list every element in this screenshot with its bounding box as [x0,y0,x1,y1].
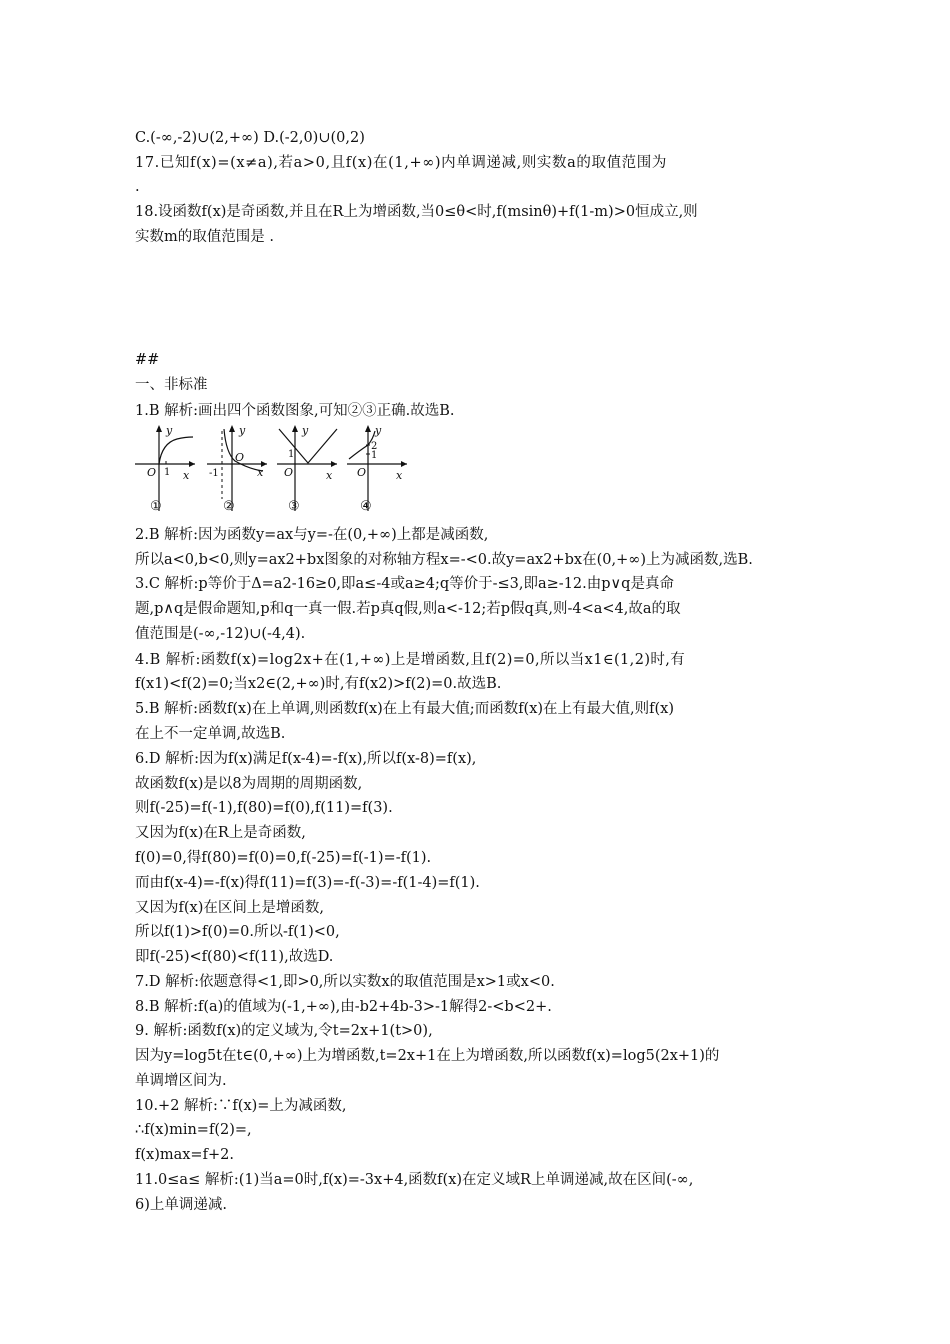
answer-6-line5: f(0)=0,得f(80)=f(0)=0,f(-25)=f(-1)=-f(1). [135,850,432,866]
answer-3: 3.C 解析:p等价于Δ=a2-16≥0,即a≤-4或a≥4;q等价于-≤3,即a≥-12.由p∨q是真命 [135,576,674,592]
graph-caption: ① [150,499,162,514]
answer-9-cont2: 单调增区间为. [135,1073,227,1089]
answer-6: 6.D 解析:因为f(x)满足f(x-4)=-f(x),所以f(x-8)=f(x), [135,751,477,767]
answer-6-line2: 故函数f(x)是以8为周期的周期函数, [135,776,363,792]
answer-7: 7.D 解析:依题意得<1,即>0,所以实数x的取值范围是x>1或x<0. [135,974,555,990]
graph-4 [345,423,411,515]
answer-6-line7: 又因为f(x)在区间上是增函数, [135,900,324,916]
question-17: 17.已知f(x)=(x≠a),若a>0,且f(x)在(1,+∞)内单调递减,则实数a的取值范围为 [135,155,667,171]
tick-label: -1 [209,468,219,479]
answer-6-line3: 则f(-25)=f(-1),f(80)=f(0),f(11)=f(3). [135,800,393,816]
answer-10-line2: ∴f(x)min=f(2)=, [135,1122,252,1138]
question-18: 18.设函数f(x)是奇函数,并且在R上为增函数,当0≤θ<时,f(msinθ)+f(1-m)>0恒成立,则 [135,204,698,220]
answer-9: 9. 解析:函数f(x)的定义域为,令t=2x+1(t>0), [135,1023,433,1039]
x-axis-label: x [326,469,333,482]
answer-6-line9: 即f(-25)<f(80)<f(11),故选D. [135,949,334,965]
answer-8: 8.B 解析:f(a)的值域为(-1,+∞),由-b2+4b-3>-1解得2-<b<2+. [135,999,552,1015]
y-axis-label: y [302,424,309,437]
x-axis-label: x [183,469,190,482]
graph-1 [133,423,199,515]
graph-caption: ④ [360,499,372,514]
y-axis-label: y [166,424,173,437]
answer-4: 4.B 解析:函数f(x)=log2x+在(1,+∞)上是增函数,且f(2)=0,所以当x1∈(1,2)时,有 [135,652,686,668]
answer-3-cont2: 值范围是(-∞,-12)∪(-4,4). [135,626,306,642]
answer-5-cont: 在上不一定单调,故选B. [135,726,286,742]
answer-10: 10.+2 解析:∵f(x)=上为减函数, [135,1098,347,1114]
section-marker: ## [135,352,160,368]
answer-4-cont: f(x1)<f(2)=0;当x2∈(2,+∞)时,有f(x2)>f(2)=0.故选B. [135,676,502,692]
answer-11: 11.0≤a≤ 解析:(1)当a=0时,f(x)=-3x+4,函数f(x)在定义域R上单调递减,故在区间(-∞, [135,1172,694,1188]
answer-1: 1.B 解析:画出四个函数图象,可知②③正确.故选B. [135,403,455,419]
tick-label-2: 2 [371,441,378,452]
tick-label: 1 [288,449,295,460]
question-18-tail: 实数m的取值范围是 . [135,229,274,245]
option-line-cd: C.(-∞,-2)∪(2,+∞) D.(-2,0)∪(0,2) [135,130,365,146]
function-graphs [133,423,413,515]
origin-label: O [357,466,367,479]
question-17-tail: . [135,179,140,195]
graph-2 [205,423,271,515]
x-axis-label: x [257,466,264,479]
x-axis-label: x [396,469,403,482]
origin-label: O [147,466,157,479]
answer-5: 5.B 解析:函数f(x)在上单调,则函数f(x)在上有最大值;而函数f(x)在上有最大值,则f(x) [135,701,675,717]
tick-label: 1 [164,467,171,478]
tick-label-1: 1 [371,450,378,461]
answer-2-cont: 所以a<0,b<0,则y=ax2+bx图象的对称轴方程x=-<0.故y=ax2+bx在(0,+∞)上为减函数,选B. [135,552,753,568]
graph-3 [275,423,341,515]
answer-3-cont: 题,p∧q是假命题知,p和q一真一假.若p真q假,则a<-12;若p假q真,则-4<a<4,故a的取 [135,601,681,617]
origin-label: O [235,451,245,464]
graph-caption: ③ [288,499,300,514]
answer-6-line6: 而由f(x-4)=-f(x)得f(11)=f(3)=-f(-3)=-f(1-4)=f(1). [135,875,480,891]
answer-10-line3: f(x)max=f+2. [135,1147,234,1163]
answer-11-cont: 6)上单调递减. [135,1197,227,1213]
y-axis-label: y [375,424,382,437]
answer-6-line4: 又因为f(x)在R上是奇函数, [135,825,306,841]
origin-label: O [284,466,294,479]
answer-2: 2.B 解析:因为函数y=ax与y=-在(0,+∞)上都是减函数, [135,527,489,543]
y-axis-label: y [239,424,246,437]
answer-6-line8: 所以f(1)>f(0)=0.所以-f(1)<0, [135,924,340,940]
section-heading: 一、非标准 [135,377,208,393]
graph-caption: ② [223,499,235,514]
answer-9-cont: 因为y=log5t在t∈(0,+∞)上为增函数,t=2x+1在上为增函数,所以函数f(x)=log5(2x+1)的 [135,1048,720,1064]
